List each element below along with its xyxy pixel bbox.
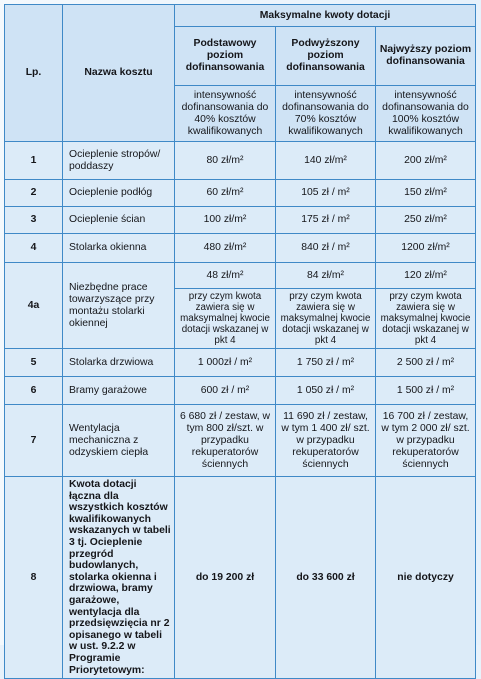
row-name: Stolarka okienna	[63, 234, 175, 263]
row-lp: 8	[5, 477, 63, 679]
row-value: 100 zł/m²	[175, 207, 276, 234]
row-lp: 3	[5, 207, 63, 234]
header-intensity-basic: intensywność dofinansowania do 40% kosztów kwalifikowanych	[175, 86, 276, 142]
row-note: przy czym kwota zawiera się w maksymalnej kwocie dotacji wskazanej w pkt 4	[380, 291, 471, 346]
row-value: 84 zł/m²	[276, 263, 375, 289]
row-value: 1 500 zł / m²	[376, 377, 476, 405]
row-value: 480 zł/m²	[175, 234, 276, 263]
row-value: do 19 200 zł	[175, 477, 276, 679]
row-name: Kwota dotacji łączna dla wszystkich kosztów kwalifikowanych wskazanych w tabeli 3 tj. Ocieplenie przegród budowlanych, stolarka okienna i drzwiowa, bramy garażowe, wentylacja dla przedsięwzięcia nr 2 opisanego w tabeli w ust. 9.2.2 w Programie Priorytetowym:	[63, 477, 175, 679]
table-row	[5, 234, 476, 263]
row-value: 80 zł/m²	[175, 142, 276, 180]
row-name: Stolarka drzwiowa	[63, 349, 175, 377]
table-row	[5, 180, 476, 207]
header-level-basic: Podstawowy poziom dofinansowania	[175, 27, 276, 86]
row-value: 60 zł/m²	[175, 180, 276, 207]
header-intensity-increased: intensywność dofinansowania do 70% kosztów kwalifikowanych	[276, 86, 376, 142]
table-row	[5, 477, 476, 679]
header-intensity-highest: intensywność dofinansowania do 100% kosztów kwalifikowanych	[376, 86, 476, 142]
table-row	[5, 207, 476, 234]
table-row	[5, 349, 476, 377]
table-row	[5, 377, 476, 405]
row-name: Bramy garażowe	[63, 377, 175, 405]
table-row	[5, 263, 476, 349]
header-level-highest: Najwyższy poziom dofinansowania	[376, 27, 476, 86]
row-note: przy czym kwota zawiera się w maksymalnej kwocie dotacji wskazanej w pkt 4	[280, 291, 371, 346]
row-lp: 2	[5, 180, 63, 207]
row-value: 140 zł/m²	[276, 142, 376, 180]
row-value: 1200 zł/m²	[376, 234, 476, 263]
row-split-cell	[276, 263, 376, 349]
header-level-increased: Podwyższony poziom dofinansowania	[276, 27, 376, 86]
row-value: 1 050 zł / m²	[276, 377, 376, 405]
row-lp: 4	[5, 234, 63, 263]
subsidy-table	[4, 4, 476, 679]
row-name: Niezbędne prace towarzyszące przy montażu stolarki okiennej	[63, 263, 175, 349]
row-lp: 4a	[5, 263, 63, 349]
row-value: 840 zł / m²	[276, 234, 376, 263]
row-lp: 5	[5, 349, 63, 377]
row-value: 175 zł / m²	[276, 207, 376, 234]
row-lp: 1	[5, 142, 63, 180]
header-group: Maksymalne kwoty dotacji	[175, 5, 476, 27]
table-row	[5, 142, 476, 180]
row-value: 2 500 zł / m²	[376, 349, 476, 377]
row-value: 600 zł / m²	[175, 377, 276, 405]
row-value: nie dotyczy	[376, 477, 476, 679]
row-value: 120 zł/m²	[376, 263, 475, 289]
row-value: 11 690 zł / zestaw, w tym 1 400 zł/ szt. w przypadku rekuperatorów ściennych	[276, 405, 376, 477]
row-lp: 6	[5, 377, 63, 405]
row-value: do 33 600 zł	[276, 477, 376, 679]
row-value: 250 zł/m²	[376, 207, 476, 234]
table-row	[5, 405, 476, 477]
row-name: Wentylacja mechaniczna z odzyskiem ciepła	[63, 405, 175, 477]
row-value: 200 zł/m²	[376, 142, 476, 180]
row-note: przy czym kwota zawiera się w maksymalnej kwocie dotacji wskazanej w pkt 4	[180, 291, 270, 346]
row-name: Ocieplenie podłóg	[63, 180, 175, 207]
row-value: 16 700 zł / zestaw, w tym 2 000 zł/ szt. w przypadku rekuperatorów ściennych	[376, 405, 476, 477]
header-lp: Lp.	[5, 5, 63, 142]
row-name: Ocieplenie stropów/ poddaszy	[63, 142, 175, 180]
row-value: 6 680 zł / zestaw, w tym 800 zł/szt. w przypadku rekuperatorów ściennych	[175, 405, 276, 477]
row-value: 1 000zł / m²	[175, 349, 276, 377]
row-split-cell	[376, 263, 476, 349]
row-value: 150 zł/m²	[376, 180, 476, 207]
row-lp: 7	[5, 405, 63, 477]
row-split-cell	[175, 263, 276, 349]
row-value: 48 zł/m²	[175, 263, 275, 289]
row-value: 105 zł / m²	[276, 180, 376, 207]
header-name: Nazwa kosztu	[63, 5, 175, 142]
row-value: 1 750 zł / m²	[276, 349, 376, 377]
row-name: Ocieplenie ścian	[63, 207, 175, 234]
